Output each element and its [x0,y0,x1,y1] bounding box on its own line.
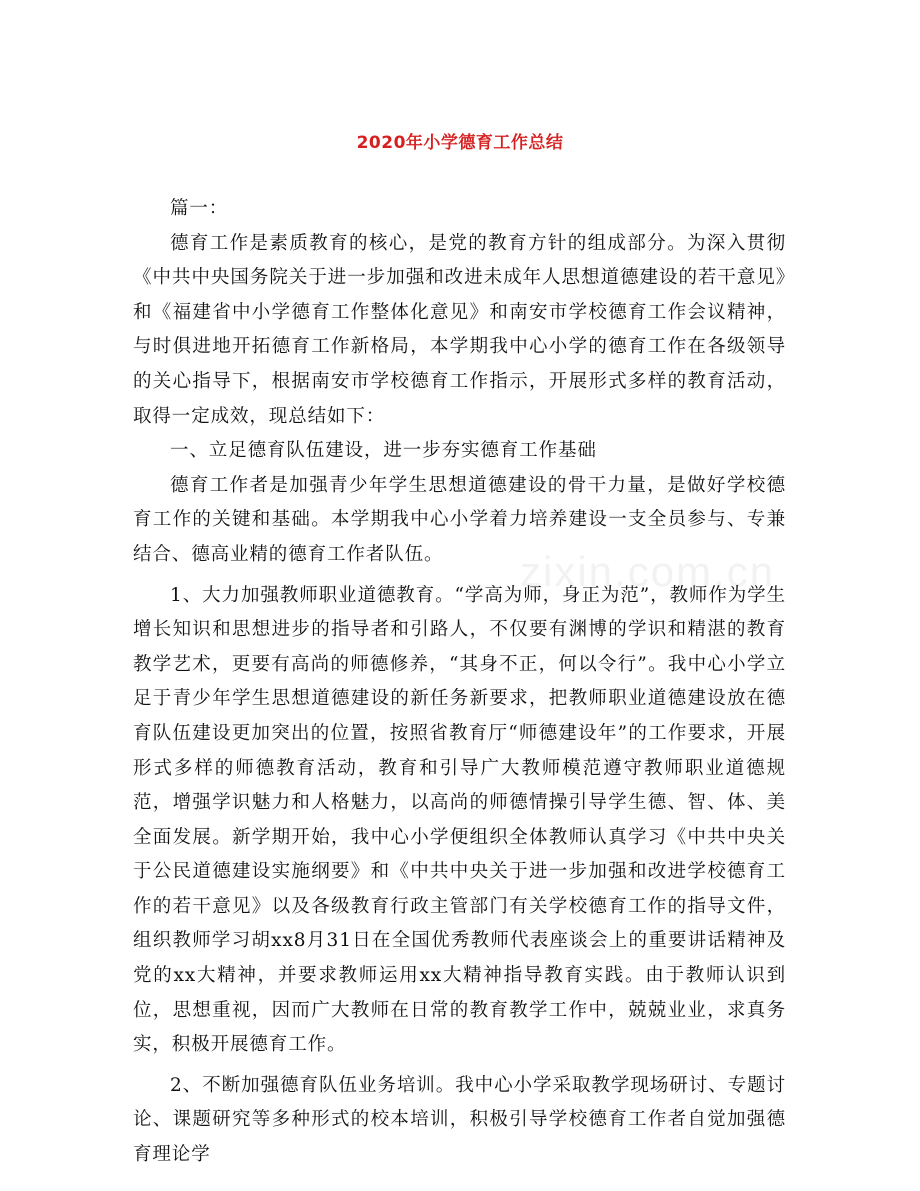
paragraph: 1、大力加强教师职业道德教育。“学高为师，身正为范”，教师作为学生增长知识和思想进步的指导者和引路人，不仅要有渊博的学识和精湛的教育教学艺术，更要有高尚的师德修养，“其身不正，何以令行”。我中心小学立足于青少年学生思想道德建设的新任务新要求，把教师职业道德建设放在德育队伍建设更加突出的位置，按照省教育厅“师德建设年”的工作要求，开展形式多样的师德教育活动，教育和引导广大教师模范遵守教师职业道德规范，增强学识魅力和人格魅力，以高尚的师德情操引导学生德、智、体、美全面发展。新学期开始，我中心小学便组织全体教师认真学习《中共中央关于公民道德建设实施纲要》和《中共中央关于进一步加强和改进学校德育工作的若干意见》以及各级教育行政主管部门有关学校德育工作的指导文件，组织教师学习胡xx8月31日在全国优秀教师代表座谈会上的重要讲话精神及党的xx大精神，并要求教师运用xx大精神指导教育实践。由于教师认识到位，思想重视，因而广大教师在日常的教育教学工作中，兢兢业业，求真务实，积极开展德育工作。 [133,584,786,1056]
paragraph: 2、不断加强德育队伍业务培训。我中心小学采取教学现场研讨、专题讨论、课题研究等多种形式的校本培训，积极引导学校德育工作者自觉加强德育理论学 [133,1074,786,1166]
section-label: 篇一： [170,198,229,219]
section-heading: 一、立足德育队伍建设，进一步夯实德育工作基础 [170,440,597,462]
watermark: zixin.com.cn [520,548,776,595]
paragraph: 德育工作者是加强青少年学生思想道德建设的骨干力量，是做好学校德育工作的关键和基础。本学期我中心小学着力培养建设一支全员参与、专兼结合、德高业精的德育工作者队伍。 [133,474,786,565]
document-body [133,192,786,1173]
document-title: 2020年小学德育工作总结 [356,133,564,153]
intro-paragraph: 德育工作是素质教育的核心，是党的教育方针的组成部分。为深入贯彻《中共中央国务院关于进一步加强和改进未成年人思想道德建设的若干意见》和《福建省中小学德育工作整体化意见》和南安市学校德育工作会议精神，与时俱进地开拓德育工作新格局，本学期我中心小学的德育工作在各级领导的关心指导下，根据南安市学校德育工作指示，开展形式多样的教育活动，取得一定成效，现总结如下： [133,232,786,427]
